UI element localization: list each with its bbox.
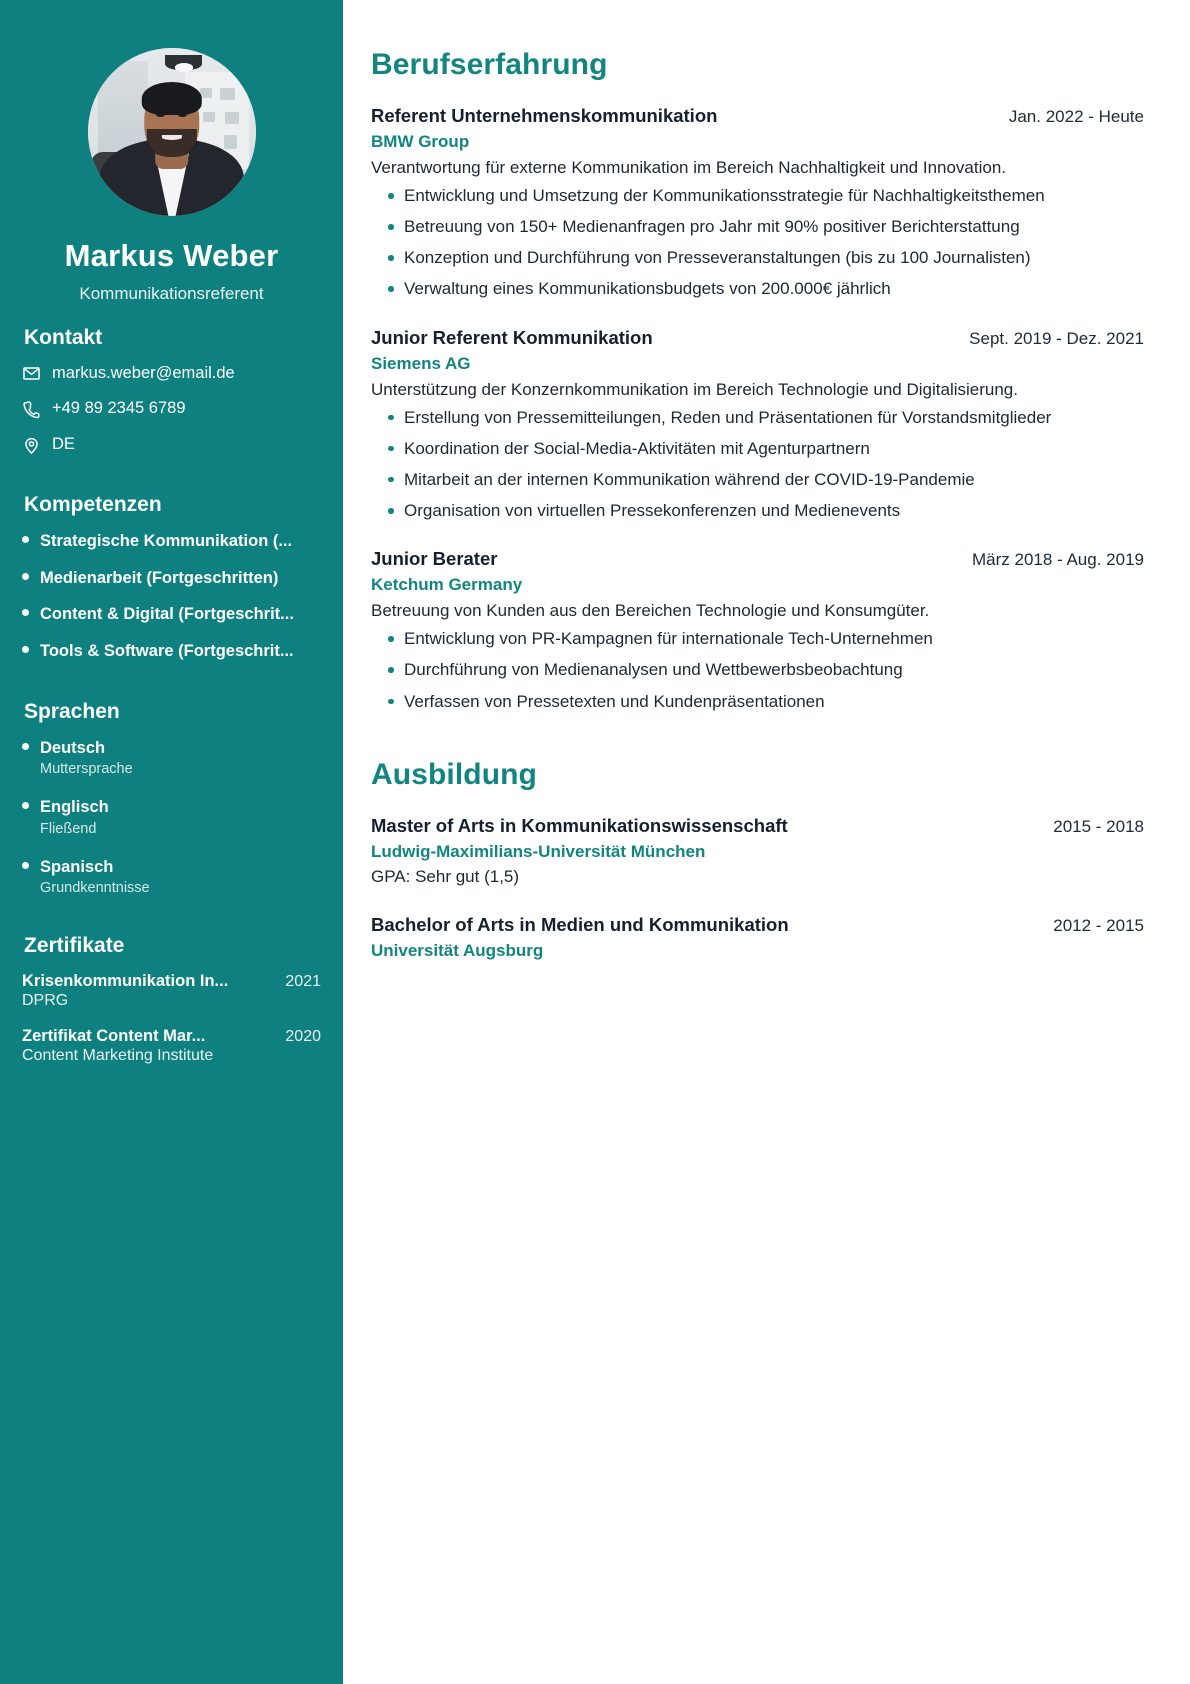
certificate-year: 2021: [285, 973, 321, 991]
experience-title: Referent Unternehmenskommunikation: [371, 105, 718, 126]
skill-label: Strategische Kommunikation (...: [40, 532, 293, 551]
experience-bullet-list: [371, 627, 1144, 713]
language-level: Fließend: [40, 820, 97, 837]
certificate-name: Krisenkommunikation In...: [22, 972, 229, 991]
certificates-heading: Zertifikate: [24, 934, 125, 958]
experience-bullet: Verwaltung eines Kommunikationsbudgets von 200.000€ jährlich: [371, 277, 1144, 301]
experience-bullet: Erstellung von Pressemitteilungen, Reden und Präsentationen für Vorstandsmitglieder: [371, 406, 1144, 430]
skill-label: Medienarbeit (Fortgeschritten): [40, 568, 279, 587]
language-level: Grundkenntnisse: [40, 880, 150, 897]
experience-bullet: Mitarbeit an der internen Kommunikation während der COVID-19-Pandemie: [371, 468, 1144, 492]
experience-description: Unterstützung der Konzernkommunikation im Bereich Technologie und Digitalisierung.: [371, 379, 1018, 399]
language-item: [22, 797, 321, 837]
experience-organization: BMW Group: [371, 132, 470, 152]
main-content: [343, 0, 1190, 1684]
experience-entry: [371, 547, 1144, 713]
sidebar: [0, 0, 343, 1684]
contact-item-location[interactable]: [22, 435, 321, 455]
education-date: 2012 - 2015: [1053, 915, 1144, 935]
certificate-name: Zertifikat Content Mar...: [22, 1027, 206, 1046]
language-level: Muttersprache: [40, 761, 133, 778]
experience-bullet-list: [371, 184, 1144, 302]
contact-heading: Kontakt: [24, 325, 103, 349]
education-entry: [371, 913, 1144, 963]
bullet-dot-icon: [22, 646, 29, 653]
experience-bullet: Entwicklung und Umsetzung der Kommunikationsstrategie für Nachhaltigkeitsthemen: [371, 184, 1144, 208]
experience-description: Verantwortung für externe Kommunikation im Bereich Nachhaltigkeit und Innovation.: [371, 157, 1007, 177]
languages-list: [22, 738, 321, 897]
contact-item-email[interactable]: [22, 364, 321, 384]
certificate-item: [22, 1027, 321, 1066]
education-institution: Ludwig-Maximilians-Universität München: [371, 841, 706, 861]
envelope-icon: [22, 364, 41, 383]
experience-entry: [371, 104, 1144, 302]
bullet-dot-icon: [22, 862, 29, 869]
avatar: [88, 48, 256, 216]
language-name: Spanisch: [40, 857, 114, 876]
language-item: [22, 738, 321, 778]
profile-name: Markus Weber: [64, 238, 279, 273]
experience-bullet: Durchführung von Medienanalysen und Wettbewerbsbeobachtung: [371, 658, 1144, 682]
experience-title: Junior Referent Kommunikation: [371, 326, 653, 348]
contact-item-phone[interactable]: [22, 399, 321, 419]
education-entry: [371, 814, 1144, 889]
skill-item: [22, 568, 321, 589]
contact-value-location: DE: [52, 435, 75, 454]
education-institution: Universität Augsburg: [371, 940, 544, 960]
experience-organization: Siemens AG: [371, 353, 471, 373]
experience-section-title: Berufserfahrung: [371, 48, 608, 81]
contact-list: [22, 364, 321, 455]
experience-bullet: Organisation von virtuellen Pressekonferenzen und Medienevents: [371, 499, 1144, 523]
bullet-dot-icon: [22, 802, 29, 809]
profile-role: Kommunikationsreferent: [79, 283, 264, 303]
skill-item: [22, 641, 321, 662]
certificate-year: 2020: [285, 1028, 321, 1046]
experience-bullet: Verfassen von Pressetexten und Kundenpräsentationen: [371, 690, 1144, 714]
education-section-title: Ausbildung: [371, 757, 537, 791]
contact-value-email: markus.weber@email.de: [52, 363, 235, 382]
language-item: [22, 857, 321, 897]
certificate-issuer: Content Marketing Institute: [22, 1047, 214, 1065]
education-title: Bachelor of Arts in Medien und Kommunikation: [371, 913, 789, 935]
experience-organization: Ketchum Germany: [371, 575, 523, 595]
bullet-dot-icon: [22, 536, 29, 543]
experience-bullet: Koordination der Social-Media-Aktivitäten mit Agenturpartnern: [371, 437, 1144, 461]
skill-item: [22, 531, 321, 552]
skill-label: Content & Digital (Fortgeschrit...: [40, 605, 294, 624]
experience-description: Betreuung von Kunden aus den Bereichen Technologie und Konsumgüter.: [371, 601, 930, 621]
experience-bullet: Konzeption und Durchführung von Presseveranstaltungen (bis zu 100 Journalisten): [371, 246, 1144, 270]
bullet-dot-icon: [22, 609, 29, 616]
experience-bullet: Betreuung von 150+ Medienanfragen pro Jahr mit 90% positiver Berichterstattung: [371, 215, 1144, 239]
location-pin-icon: [22, 436, 41, 455]
languages-heading: Sprachen: [24, 699, 120, 723]
bullet-dot-icon: [22, 743, 29, 750]
skill-item: [22, 604, 321, 625]
experience-bullet-list: [371, 406, 1144, 524]
experience-title: Junior Berater: [371, 548, 498, 570]
experience-date: März 2018 - Aug. 2019: [971, 550, 1144, 570]
education-grade: GPA: Sehr gut (1,5): [371, 866, 520, 886]
certificate-issuer: DPRG: [22, 992, 69, 1010]
contact-value-phone: +49 89 2345 6789: [52, 399, 186, 418]
avatar-container: [22, 48, 321, 216]
language-name: Deutsch: [40, 738, 106, 757]
experience-entry: [371, 326, 1144, 524]
experience-bullet: Entwicklung von PR-Kampagnen für internationale Tech-Unternehmen: [371, 627, 1144, 651]
phone-icon: [22, 400, 41, 419]
skill-label: Tools & Software (Fortgeschrit...: [40, 641, 294, 660]
experience-date: Sept. 2019 - Dez. 2021: [969, 328, 1144, 348]
skills-heading: Kompetenzen: [24, 493, 162, 517]
bullet-dot-icon: [22, 573, 29, 580]
education-date: 2015 - 2018: [1053, 816, 1144, 836]
experience-date: Jan. 2022 - Heute: [1008, 107, 1144, 126]
education-title: Master of Arts in Kommunikationswissenschaft: [371, 814, 788, 836]
skills-list: [22, 531, 321, 662]
certificates-list: [22, 972, 321, 1066]
language-name: Englisch: [40, 798, 109, 817]
certificate-item: [22, 972, 321, 1011]
